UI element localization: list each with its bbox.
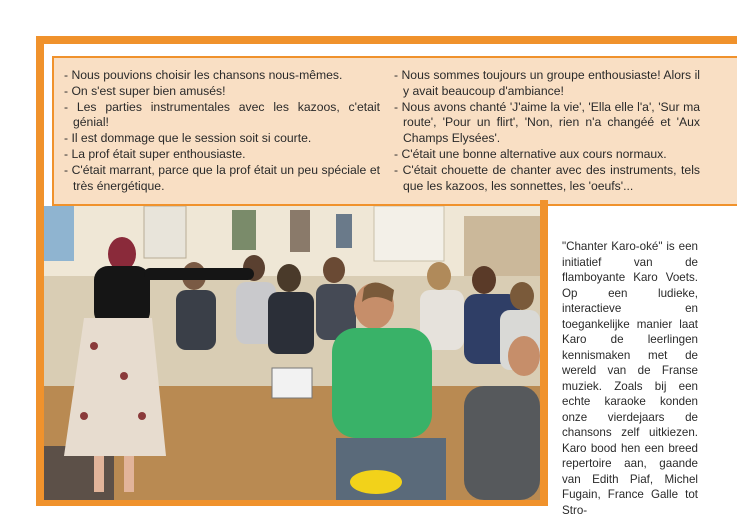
orange-frame-left	[36, 36, 44, 506]
quote-item: - C'était marrant, parce que la prof était un peu spéciale et très énergétique.	[64, 162, 380, 193]
quote-item: - Nous pouvions choisir les chansons nous-mêmes.	[64, 68, 343, 82]
quotes-right-column	[394, 68, 700, 194]
orange-frame-top	[36, 36, 737, 44]
quote-item: - Il est dommage que le session soit si courte.	[64, 131, 312, 146]
classroom-karaoke-photo	[44, 206, 540, 500]
quote-item: - La prof était super enthousiaste.	[64, 146, 246, 161]
quote-item: - C'était chouette de chanter avec des instruments, tels que les kazoos, les sonnettes, les 'oeufs'...	[394, 162, 700, 193]
quotes-left-column	[64, 68, 380, 194]
article-column	[562, 239, 698, 518]
orange-frame-photo-right	[540, 200, 548, 506]
article-body: "Chanter Karo-oké" is een initiatief van de flamboyante Karo Voets. Op een ludieke, interactieve en toegankelijke manier laat Karo de leerlingen kennismaken met de wereld van de Franse muziek. Zoals bij een echte karaoke konden onze vierdejaars de chansons zelf uitkiezen. Karo bood hen een breed repertoire aan, gaande van Edith Piaf, Michel Fugain, France Galle tot Stro-	[562, 240, 698, 517]
quote-item: - On s'est super bien amusés!	[64, 83, 226, 98]
orange-frame-bottom	[36, 500, 548, 506]
quote-item: - C'était une bonne alternative aux cours normaux.	[394, 146, 667, 161]
student-quotes-box	[52, 56, 737, 206]
quote-item: - Les parties instrumentales avec les kazoos, c'etait génial!	[64, 99, 380, 130]
quote-item: - Nous avons chanté 'J'aime la vie', 'Ella elle l'a', 'Sur ma route', 'Pour un flirt', 'Non, rien n'a changéé et 'Aux Champs Elysées'.	[394, 99, 700, 146]
quote-item: - Nous sommes toujours un groupe enthousiaste! Alors il y avait beaucoup d'ambiance!	[394, 68, 700, 98]
